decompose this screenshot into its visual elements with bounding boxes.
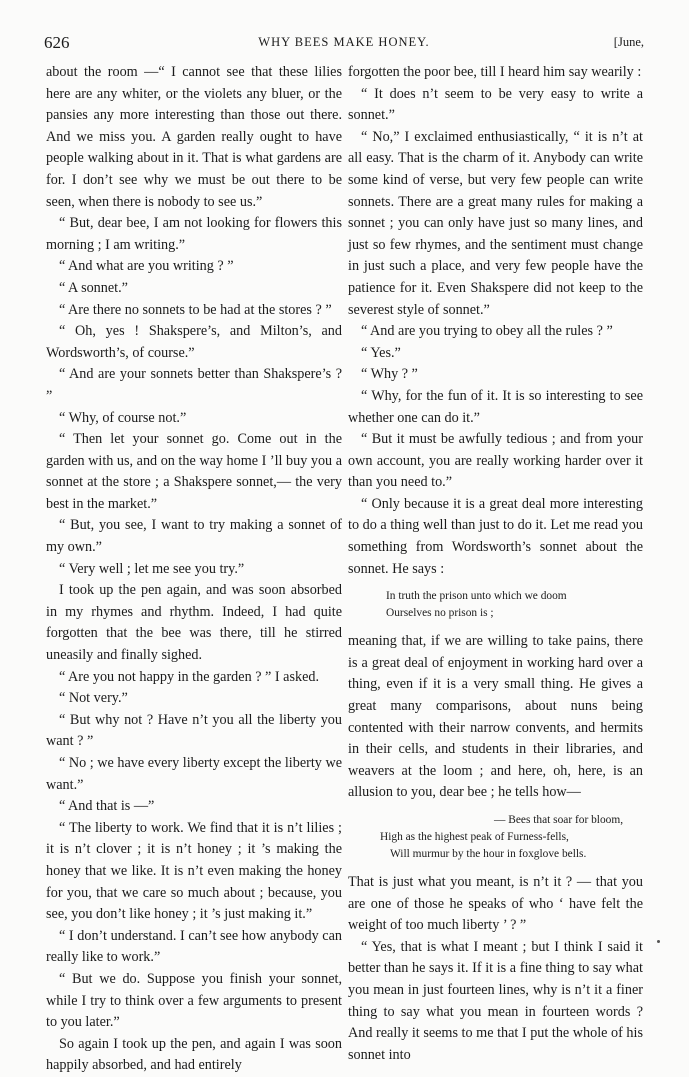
page-number: 626 bbox=[44, 33, 70, 52]
paragraph: “ But why not ? Have n’t you all the liberty you want ? ” bbox=[46, 711, 342, 750]
paragraph: “ Yes.” bbox=[361, 344, 401, 361]
paragraph: “ A sonnet.” bbox=[59, 279, 128, 296]
paragraph: “ The liberty to work. We find that it is n’t lilies ; it is n’t clover ; it is n’t honey ; it ’s making the honey that we like. It is n’t even making the honey for you, that we care so much about ; because, you see, you don’t like honey ; it ’s just making it.” bbox=[46, 819, 342, 923]
paragraph: That is just what you meant, is n’t it ? — that you are one of those he speaks of who ‘ have felt the weight of too much liberty ’ ? ” bbox=[348, 874, 643, 934]
verse-quotation bbox=[348, 588, 643, 622]
verse-line: Ourselves no prison is ; bbox=[386, 607, 494, 620]
paragraph: “ I don’t understand. I can’t see how anybody can really like to work.” bbox=[46, 927, 342, 966]
paragraph: “ No,” I exclaimed enthusiastically, “ it is n’t at all easy. That is the charm of it. Anybody can write some kind of verse, but very few people can write sonnets. There are a great many rules for making a sonnet ; you can only have just so many lines, and just so few rhymes, and the sentiment must change in just such a place, and very few people have the patience for it. Even Shakspere did not keep to the severest style of sonnet.” bbox=[348, 128, 643, 318]
paragraph: meaning that, if we are willing to take pains, there is a great deal of enjoyment in working hard over a thing, even if it is a very small thing. He gives a great many comparisons, about nuns being contented with their narrow convents, and hermits in their cells, and students in their libraries, and weavers at the loom ; and here, oh, here, is an allusion to you, dear bee ; he tells how— bbox=[348, 633, 643, 801]
paragraph: about the room —“ I cannot see that these lilies here are any whiter, or the violets any bluer, or the pansies any more interesting than those out there. And we miss you. A garden really ought to have people walking about in it. That is what gardens are for. I don’t see why we must be out there to be seen, when there is nobody to see us.” bbox=[46, 64, 342, 210]
paragraph: “ Why, for the fun of it. It is so interesting to see whether one can do it.” bbox=[348, 387, 643, 426]
paragraph: “ Yes, that is what I meant ; but I think I said it better than he says it. If it is a fine thing to say what you mean in just fourteen lines, why is n’t it a finer thing to say what you mean in fourteen words ? And really it seems to me that I put the whole of his sonnet into bbox=[348, 938, 643, 1063]
paragraph: “ Why, of course not.” bbox=[59, 409, 187, 426]
paragraph: “ Only because it is a great deal more interesting to do a thing well than just to do it. Let me read you something from Wordsworth’s sonnet about the sonnet. He says : bbox=[348, 495, 643, 577]
print-speck bbox=[657, 940, 660, 943]
paragraph: “ Are there no sonnets to be had at the stores ? ” bbox=[59, 301, 332, 318]
right-column bbox=[348, 62, 643, 1066]
running-title: WHY BEES MAKE HONEY. bbox=[258, 35, 430, 49]
paragraph: “ Not very.” bbox=[59, 690, 128, 707]
verse-line: Will murmur by the hour in foxglove bells. bbox=[390, 848, 587, 860]
page-header bbox=[44, 33, 644, 55]
verse-line: In truth the prison unto which we doom bbox=[386, 590, 567, 603]
paragraph: “ Are you not happy in the garden ? ” I asked. bbox=[59, 668, 320, 685]
paragraph: “ No ; we have every liberty except the liberty we want.” bbox=[46, 755, 342, 793]
paragraph: “ It does n’t seem to be very easy to write a sonnet.” bbox=[348, 85, 643, 124]
paragraph: So again I took up the pen, and again I was soon happily absorbed, and had entirely bbox=[46, 1035, 342, 1074]
paragraph: I took up the pen again, and was soon absorbed in my rhymes and rhythm. Indeed, I had quite forgotten that the bee was there, till he stirred uneasily and finally sighed. bbox=[46, 582, 342, 664]
verse-line: — Bees that soar for bloom, bbox=[494, 814, 624, 826]
verse-line: High as the highest peak of Furness-fells, bbox=[380, 831, 569, 843]
paragraph: “ And are your sonnets better than Shakspere’s ? ” bbox=[46, 366, 342, 404]
paragraph: “ Oh, yes ! Shakspere’s, and Milton’s, and Wordsworth’s, of course.” bbox=[46, 323, 342, 361]
paragraph: “ And are you trying to obey all the rules ? ” bbox=[361, 323, 613, 340]
paragraph: “ But it must be awfully tedious ; and from your own account, you are really working harder over it than you need to.” bbox=[348, 431, 643, 491]
paragraph: forgotten the poor bee, till I heard him say wearily : bbox=[348, 64, 642, 80]
issue-month: [June, bbox=[613, 35, 644, 49]
paragraph: “ And what are you writing ? ” bbox=[59, 258, 234, 275]
paragraph: “ But we do. Suppose you finish your sonnet, while I try to think over a few arguments to present to you later.” bbox=[46, 970, 342, 1031]
left-column bbox=[46, 62, 342, 1077]
paragraph: “ But, dear bee, I am not looking for flowers this morning ; I am writing.” bbox=[46, 215, 342, 253]
paragraph: “ Very well ; let me see you try.” bbox=[59, 560, 245, 577]
paragraph: “ Then let your sonnet go. Come out in the garden with us, and on the way home I ’ll buy you a sonnet at the store ; a Shakspere sonnet,— the very best in the market.” bbox=[46, 431, 342, 512]
paragraph: “ Why ? ” bbox=[361, 366, 418, 383]
verse-quotation bbox=[348, 812, 643, 863]
paragraph: “ But, you see, I want to try making a sonnet of my own.” bbox=[46, 517, 342, 556]
paragraph: “ And that is —” bbox=[59, 798, 155, 815]
